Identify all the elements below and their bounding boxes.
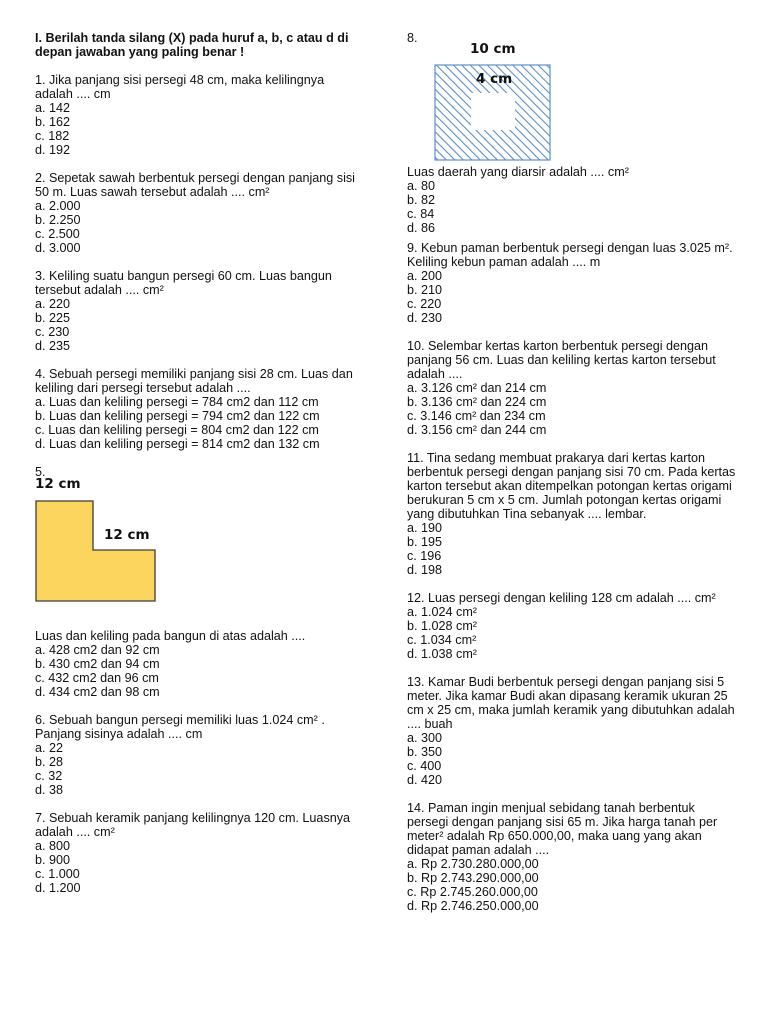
- question-6: [35, 713, 365, 797]
- question-14: [407, 801, 737, 913]
- option-c[interactable]: c. 1.034 cm²: [407, 633, 477, 647]
- question-text: 13. Kamar Budi berbentuk persegi dengan panjang sisi 5 meter. Jika kamar Budi akan dipasang keramik ukuran 25 cm x 25 cm, maka jumlah keramik yang dibutuhkan adalah .... buah: [407, 675, 735, 731]
- option-c[interactable]: c. 230: [35, 325, 70, 339]
- question-10: [407, 339, 737, 437]
- option-c[interactable]: c. Luas dan keliling persegi = 804 cm2 dan 122 cm: [35, 423, 319, 437]
- question-1: [35, 73, 365, 157]
- question-12: [407, 591, 737, 661]
- option-a[interactable]: a. 1.024 cm²: [407, 605, 477, 619]
- question-3: [35, 269, 365, 353]
- option-c[interactable]: c. 2.500: [35, 227, 80, 241]
- question-text: 10. Selembar kertas karton berbentuk persegi dengan panjang 56 cm. Luas dan keliling kertas karton tersebut adalah ....: [407, 339, 716, 381]
- option-c[interactable]: c. 3.146 cm² dan 234 cm: [407, 409, 546, 423]
- option-c[interactable]: c. 182: [35, 129, 70, 143]
- hatched-square-diagram: [407, 45, 607, 165]
- option-c[interactable]: c. 32: [35, 769, 63, 783]
- option-b[interactable]: b. 900: [35, 853, 71, 867]
- option-c[interactable]: c. 1.000: [35, 867, 80, 881]
- l-shape-diagram: [35, 476, 295, 629]
- answer-options: [35, 741, 365, 797]
- question-text: Luas dan keliling pada bangun di atas adalah ....: [35, 629, 306, 643]
- option-d[interactable]: d. 434 cm2 dan 98 cm: [35, 685, 160, 699]
- option-a[interactable]: a. 800: [35, 839, 71, 853]
- inner-size-label: 4 cm: [476, 71, 513, 87]
- l-shape-figure: [35, 476, 295, 629]
- option-a[interactable]: a. 220: [35, 297, 71, 311]
- option-c[interactable]: c. 220: [407, 297, 442, 311]
- answer-options: [407, 605, 737, 661]
- question-9: [407, 241, 737, 325]
- answer-options: [35, 199, 365, 255]
- question-text: 14. Paman ingin menjual sebidang tanah berbentuk persegi dengan panjang sisi 65 m. Jika harga tanah per meter² adalah Rp 650.000,00, maka uang yang akan didapat paman adalah ....: [407, 801, 718, 857]
- question-5: [35, 465, 365, 699]
- question-text: 11. Tina sedang membuat prakarya dari kertas karton berbentuk persegi dengan panjang sisi 70 cm. Pada kertas karton tersebut akan ditempelkan potongan kertas origami berukuran 5 cm x 5 cm. Jumlah potongan kertas origami yang dibutuhkan Tina sebanyak .... lembar.: [407, 451, 736, 521]
- option-c[interactable]: c. Rp 2.745.260.000,00: [407, 885, 538, 899]
- option-b[interactable]: b. 162: [35, 115, 71, 129]
- option-b[interactable]: b. Luas dan keliling persegi = 794 cm2 dan 122 cm: [35, 409, 320, 423]
- question-number: 5.: [35, 465, 46, 479]
- option-a[interactable]: a. 80: [407, 179, 436, 193]
- answer-options: [407, 179, 737, 235]
- question-4: [35, 367, 365, 451]
- option-d[interactable]: d. 230: [407, 311, 443, 325]
- answer-options: [407, 381, 737, 437]
- instructions-heading: I. Berilah tanda silang (X) pada huruf a, b, c atau d di depan jawaban yang paling benar !: [35, 31, 349, 59]
- option-d[interactable]: d. 192: [35, 143, 71, 157]
- answer-options: [35, 395, 365, 451]
- top-width-label: 12 cm: [35, 476, 81, 492]
- option-a[interactable]: a. 200: [407, 269, 443, 283]
- hatched-square-figure: [407, 41, 607, 165]
- question-text: 4. Sebuah persegi memiliki panjang sisi 28 cm. Luas dan keliling dari persegi tersebut adalah ....: [35, 367, 353, 395]
- option-b[interactable]: b. 195: [407, 535, 443, 549]
- option-b[interactable]: b. 82: [407, 193, 436, 207]
- answer-options: [35, 839, 365, 895]
- right-column: [407, 31, 737, 927]
- option-d[interactable]: d. Luas dan keliling persegi = 814 cm2 dan 132 cm: [35, 437, 320, 451]
- option-c[interactable]: c. 84: [407, 207, 435, 221]
- question-text: 2. Sepetak sawah berbentuk persegi dengan panjang sisi 50 m. Luas sawah tersebut adalah .... cm²: [35, 171, 355, 199]
- option-a[interactable]: a. 22: [35, 741, 64, 755]
- option-a[interactable]: a. Luas dan keliling persegi = 784 cm2 dan 112 cm: [35, 395, 319, 409]
- outer-size-label: 10 cm: [470, 41, 516, 57]
- option-a[interactable]: a. 2.000: [35, 199, 81, 213]
- option-b[interactable]: b. 2.250: [35, 213, 81, 227]
- answer-options: [35, 643, 365, 699]
- question-text: 1. Jika panjang sisi persegi 48 cm, maka kelilingnya adalah .... cm: [35, 73, 325, 101]
- inner-square: [471, 93, 515, 130]
- option-d[interactable]: d. 420: [407, 773, 443, 787]
- option-d[interactable]: d. 1.200: [35, 881, 81, 895]
- option-a[interactable]: a. 142: [35, 101, 71, 115]
- question-11: [407, 451, 737, 577]
- question-text: 6. Sebuah bangun persegi memiliki luas 1.024 cm² . Panjang sisinya adalah .... cm: [35, 713, 325, 741]
- option-c[interactable]: c. 196: [407, 549, 442, 563]
- option-d[interactable]: d. 3.156 cm² dan 244 cm: [407, 423, 547, 437]
- option-b[interactable]: b. 3.136 cm² dan 224 cm: [407, 395, 547, 409]
- answer-options: [407, 521, 737, 577]
- question-2: [35, 171, 365, 255]
- option-a[interactable]: a. 300: [407, 731, 443, 745]
- option-b[interactable]: b. 210: [407, 283, 443, 297]
- option-d[interactable]: d. 198: [407, 563, 443, 577]
- question-text: 9. Kebun paman berbentuk persegi dengan luas 3.025 m². Keliling kebun paman adalah .... m: [407, 241, 733, 269]
- question-text: 12. Luas persegi dengan keliling 128 cm adalah .... cm²: [407, 591, 716, 605]
- l-shape: [36, 501, 155, 601]
- option-b[interactable]: b. 1.028 cm²: [407, 619, 477, 633]
- answer-options: [35, 297, 365, 353]
- option-b[interactable]: b. 225: [35, 311, 71, 325]
- option-b[interactable]: b. 28: [35, 755, 64, 769]
- option-d[interactable]: d. 3.000: [35, 241, 81, 255]
- option-c[interactable]: c. 400: [407, 759, 442, 773]
- side-width-label: 12 cm: [104, 527, 150, 543]
- question-13: [407, 675, 737, 787]
- option-d[interactable]: d. 1.038 cm²: [407, 647, 477, 661]
- question-8: [407, 31, 737, 235]
- question-number: 8.: [407, 31, 418, 45]
- option-d[interactable]: d. 235: [35, 339, 71, 353]
- question-text: 3. Keliling suatu bangun persegi 60 cm. Luas bangun tersebut adalah .... cm²: [35, 269, 332, 297]
- option-d[interactable]: d. 38: [35, 783, 64, 797]
- answer-options: [407, 857, 737, 913]
- option-b[interactable]: b. 430 cm2 dan 94 cm: [35, 657, 160, 671]
- option-d[interactable]: d. Rp 2.746.250.000,00: [407, 899, 539, 913]
- option-a[interactable]: a. 190: [407, 521, 443, 535]
- option-a[interactable]: a. Rp 2.730.280.000,00: [407, 857, 539, 871]
- question-text: 7. Sebuah keramik panjang kelilingnya 120 cm. Luasnya adalah .... cm²: [35, 811, 351, 839]
- option-d[interactable]: d. 86: [407, 221, 436, 235]
- left-column: [35, 31, 365, 909]
- option-a[interactable]: a. 3.126 cm² dan 214 cm: [407, 381, 547, 395]
- question-text: Luas daerah yang diarsir adalah .... cm²: [407, 165, 629, 179]
- answer-options: [35, 101, 365, 157]
- option-b[interactable]: b. 350: [407, 745, 443, 759]
- option-b[interactable]: b. Rp 2.743.290.000,00: [407, 871, 539, 885]
- answer-options: [407, 269, 737, 325]
- option-a[interactable]: a. 428 cm2 dan 92 cm: [35, 643, 160, 657]
- answer-options: [407, 731, 737, 787]
- question-7: [35, 811, 365, 895]
- option-c[interactable]: c. 432 cm2 dan 96 cm: [35, 671, 159, 685]
